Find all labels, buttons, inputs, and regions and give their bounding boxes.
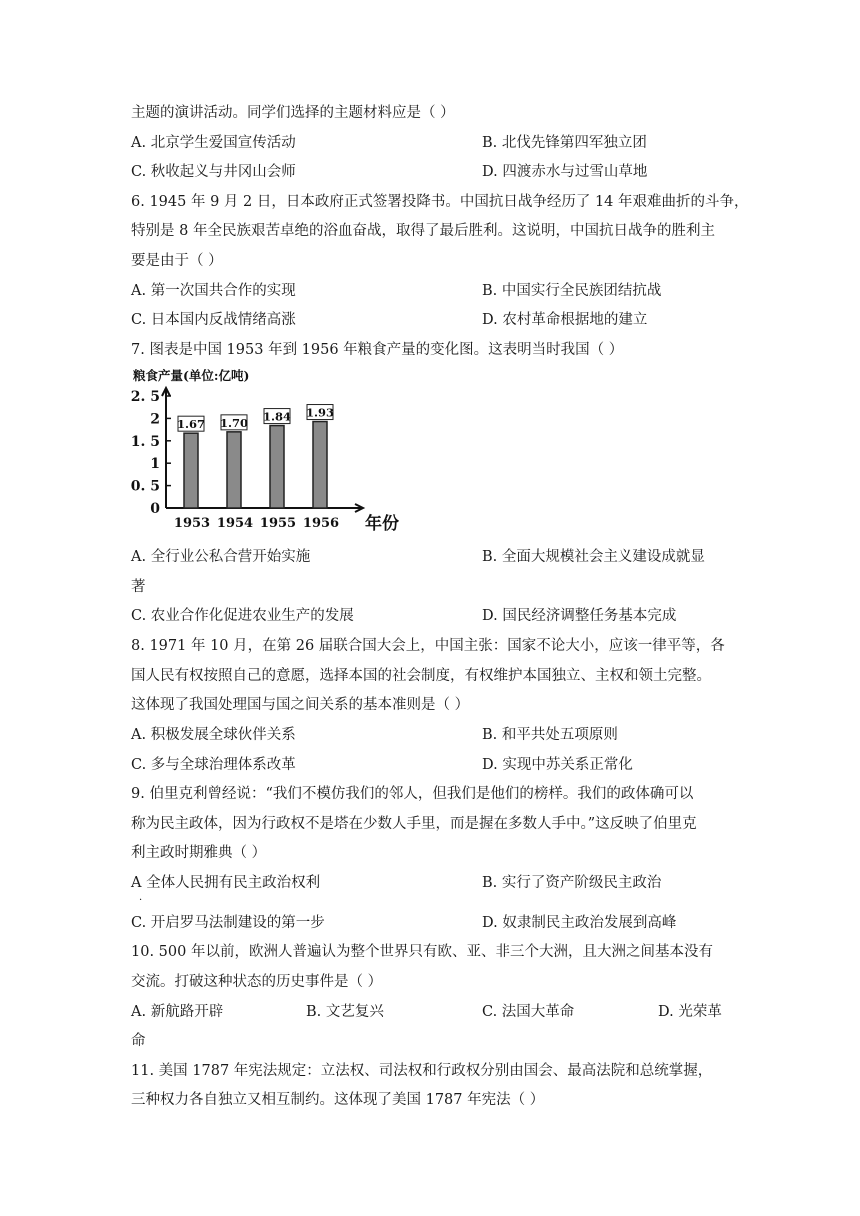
q5-option-a: A. 北京学生爱国宣传活动 xyxy=(131,135,296,151)
q8-stem-line-1: 8. 1971 年 10 月，在第 26 届联合国大会上，中国主张：国家不论大小，应该一律平等，各 xyxy=(131,638,725,654)
q9-stem-line-2: 称为民主政体，因为行政权不是塔在少数人手里，而是握在多数人手中。”这反映了伯里克 xyxy=(131,816,697,832)
bar xyxy=(313,422,327,508)
q6-option-c: C. 日本国内反战情绪高涨 xyxy=(131,312,296,328)
q6-stem-line-3: 要是由于（ ） xyxy=(131,253,223,269)
bar xyxy=(227,432,241,508)
data-label: 1.67 xyxy=(176,417,206,432)
q11-stem-line-2: 三种权力各自独立又相互制约。这体现了美国 1787 年宪法（ ） xyxy=(131,1092,545,1108)
grain-output-bar-chart xyxy=(130,366,399,534)
x-tick-label: 1954 xyxy=(216,516,254,531)
q5-option-d: D. 四渡赤水与过雪山草地 xyxy=(482,164,648,180)
q8-stem-line-3: 这体现了我国处理国与国之间关系的基本准则是（ ） xyxy=(131,697,470,713)
y-tick-label: 2 xyxy=(150,411,160,428)
q9-option-d: D. 奴隶制民主政治发展到高峰 xyxy=(482,915,677,931)
x-tick-label: 1956 xyxy=(302,516,340,531)
q5-option-c: C. 秋收起义与井冈山会师 xyxy=(131,164,296,180)
q6-stem-line-1: 6. 1945 年 9 月 2 日，日本政府正式签署投降书。中国抗日战争经历了 14 年艰难曲折的斗争， xyxy=(131,194,749,210)
x-tick-label: 1953 xyxy=(173,516,211,531)
data-label: 1.93 xyxy=(305,405,335,420)
q8-option-c: C. 多与全球治理体系改革 xyxy=(131,757,296,773)
q9-stem-line-1: 9. 伯里克利曾经说：“我们不模仿我们的邻人，但我们是他们的榜样。我们的政体确可以 xyxy=(131,786,694,802)
q7-option-b: B. 全面大规模社会主义建设成就显 xyxy=(482,549,705,565)
q10-option-a: A. 新航路开辟 xyxy=(131,1004,224,1020)
q9-option-a-dot: · xyxy=(139,895,143,906)
chart-title: 粮食产量(单位:亿吨) xyxy=(133,368,250,383)
q8-option-b: B. 和平共处五项原则 xyxy=(482,727,618,743)
q6-option-d: D. 农村革命根据地的建立 xyxy=(482,312,648,328)
y-tick-label: 2. 5 xyxy=(130,389,160,405)
q6-option-a: A. 第一次国共合作的实现 xyxy=(131,283,296,299)
data-label: 1.70 xyxy=(219,415,249,430)
q10-option-d-continued: 命 xyxy=(131,1033,146,1049)
q11-stem-line-1: 11. 美国 1787 年宪法规定：立法权、司法权和行政权分别由国会、最高法院和总统掌握， xyxy=(131,1063,713,1079)
data-label: 1.84 xyxy=(262,409,292,424)
q7-option-a: A. 全行业公私合营开始实施 xyxy=(131,549,311,565)
y-tick-label: 1. 5 xyxy=(130,433,160,450)
q8-stem-line-2: 国人民有权按照自己的意愿，选择本国的社会制度，有权维护本国独立、主权和领土完整。 xyxy=(131,668,711,684)
q10-stem-line-1: 10. 500 年以前，欧洲人普遍认为整个世界只有欧、亚、非三个大洲，且大洲之间基本没有 xyxy=(131,944,713,960)
q9-stem-line-3: 利主政时期雅典（ ） xyxy=(131,845,267,861)
bar xyxy=(270,426,284,508)
y-tick-label: 0. 5 xyxy=(130,478,160,495)
q7-option-c: C. 农业合作化促进农业生产的发展 xyxy=(131,608,354,624)
q8-option-a: A. 积极发展全球伙伴关系 xyxy=(131,727,296,743)
q10-stem-line-2: 交流。打破这种状态的历史事件是（ ） xyxy=(131,974,383,990)
q6-stem-line-2: 特别是 8 年全民族艰苦卓绝的浴血奋战，取得了最后胜利。这说明，中国抗日战争的胜利主 xyxy=(131,223,715,239)
y-tick-label: 0 xyxy=(150,501,160,517)
q10-option-c: C. 法国大革命 xyxy=(482,1004,575,1020)
y-tick-label: 1 xyxy=(150,456,160,473)
x-tick-label: 1955 xyxy=(259,516,297,531)
q9-option-b: B. 实行了资产阶级民主政治 xyxy=(482,875,662,891)
q5-option-b: B. 北伐先锋第四军独立团 xyxy=(482,135,647,151)
bar xyxy=(184,433,198,508)
q10-option-b: B. 文艺复兴 xyxy=(306,1004,384,1020)
q5-stem-tail: 主题的演讲活动。同学们选择的主题材料应是（ ） xyxy=(131,105,455,121)
q7-option-d: D. 国民经济调整任务基本完成 xyxy=(482,608,677,624)
x-axis-label: 年份 xyxy=(365,514,399,534)
q7-stem: 7. 图表是中国 1953 年到 1956 年粮食产量的变化图。这表明当时我国（ ） xyxy=(131,342,624,358)
q8-option-d: D. 实现中苏关系正常化 xyxy=(482,757,633,773)
q9-option-c: C. 开启罗马法制建设的第一步 xyxy=(131,915,325,931)
q7-option-b-continued: 著 xyxy=(131,579,146,595)
q9-option-a: A 全体人民拥有民主政治权利 xyxy=(131,875,321,891)
q6-option-b: B. 中国实行全民族团结抗战 xyxy=(482,283,662,299)
q10-option-d: D. 光荣革 xyxy=(658,1004,722,1020)
